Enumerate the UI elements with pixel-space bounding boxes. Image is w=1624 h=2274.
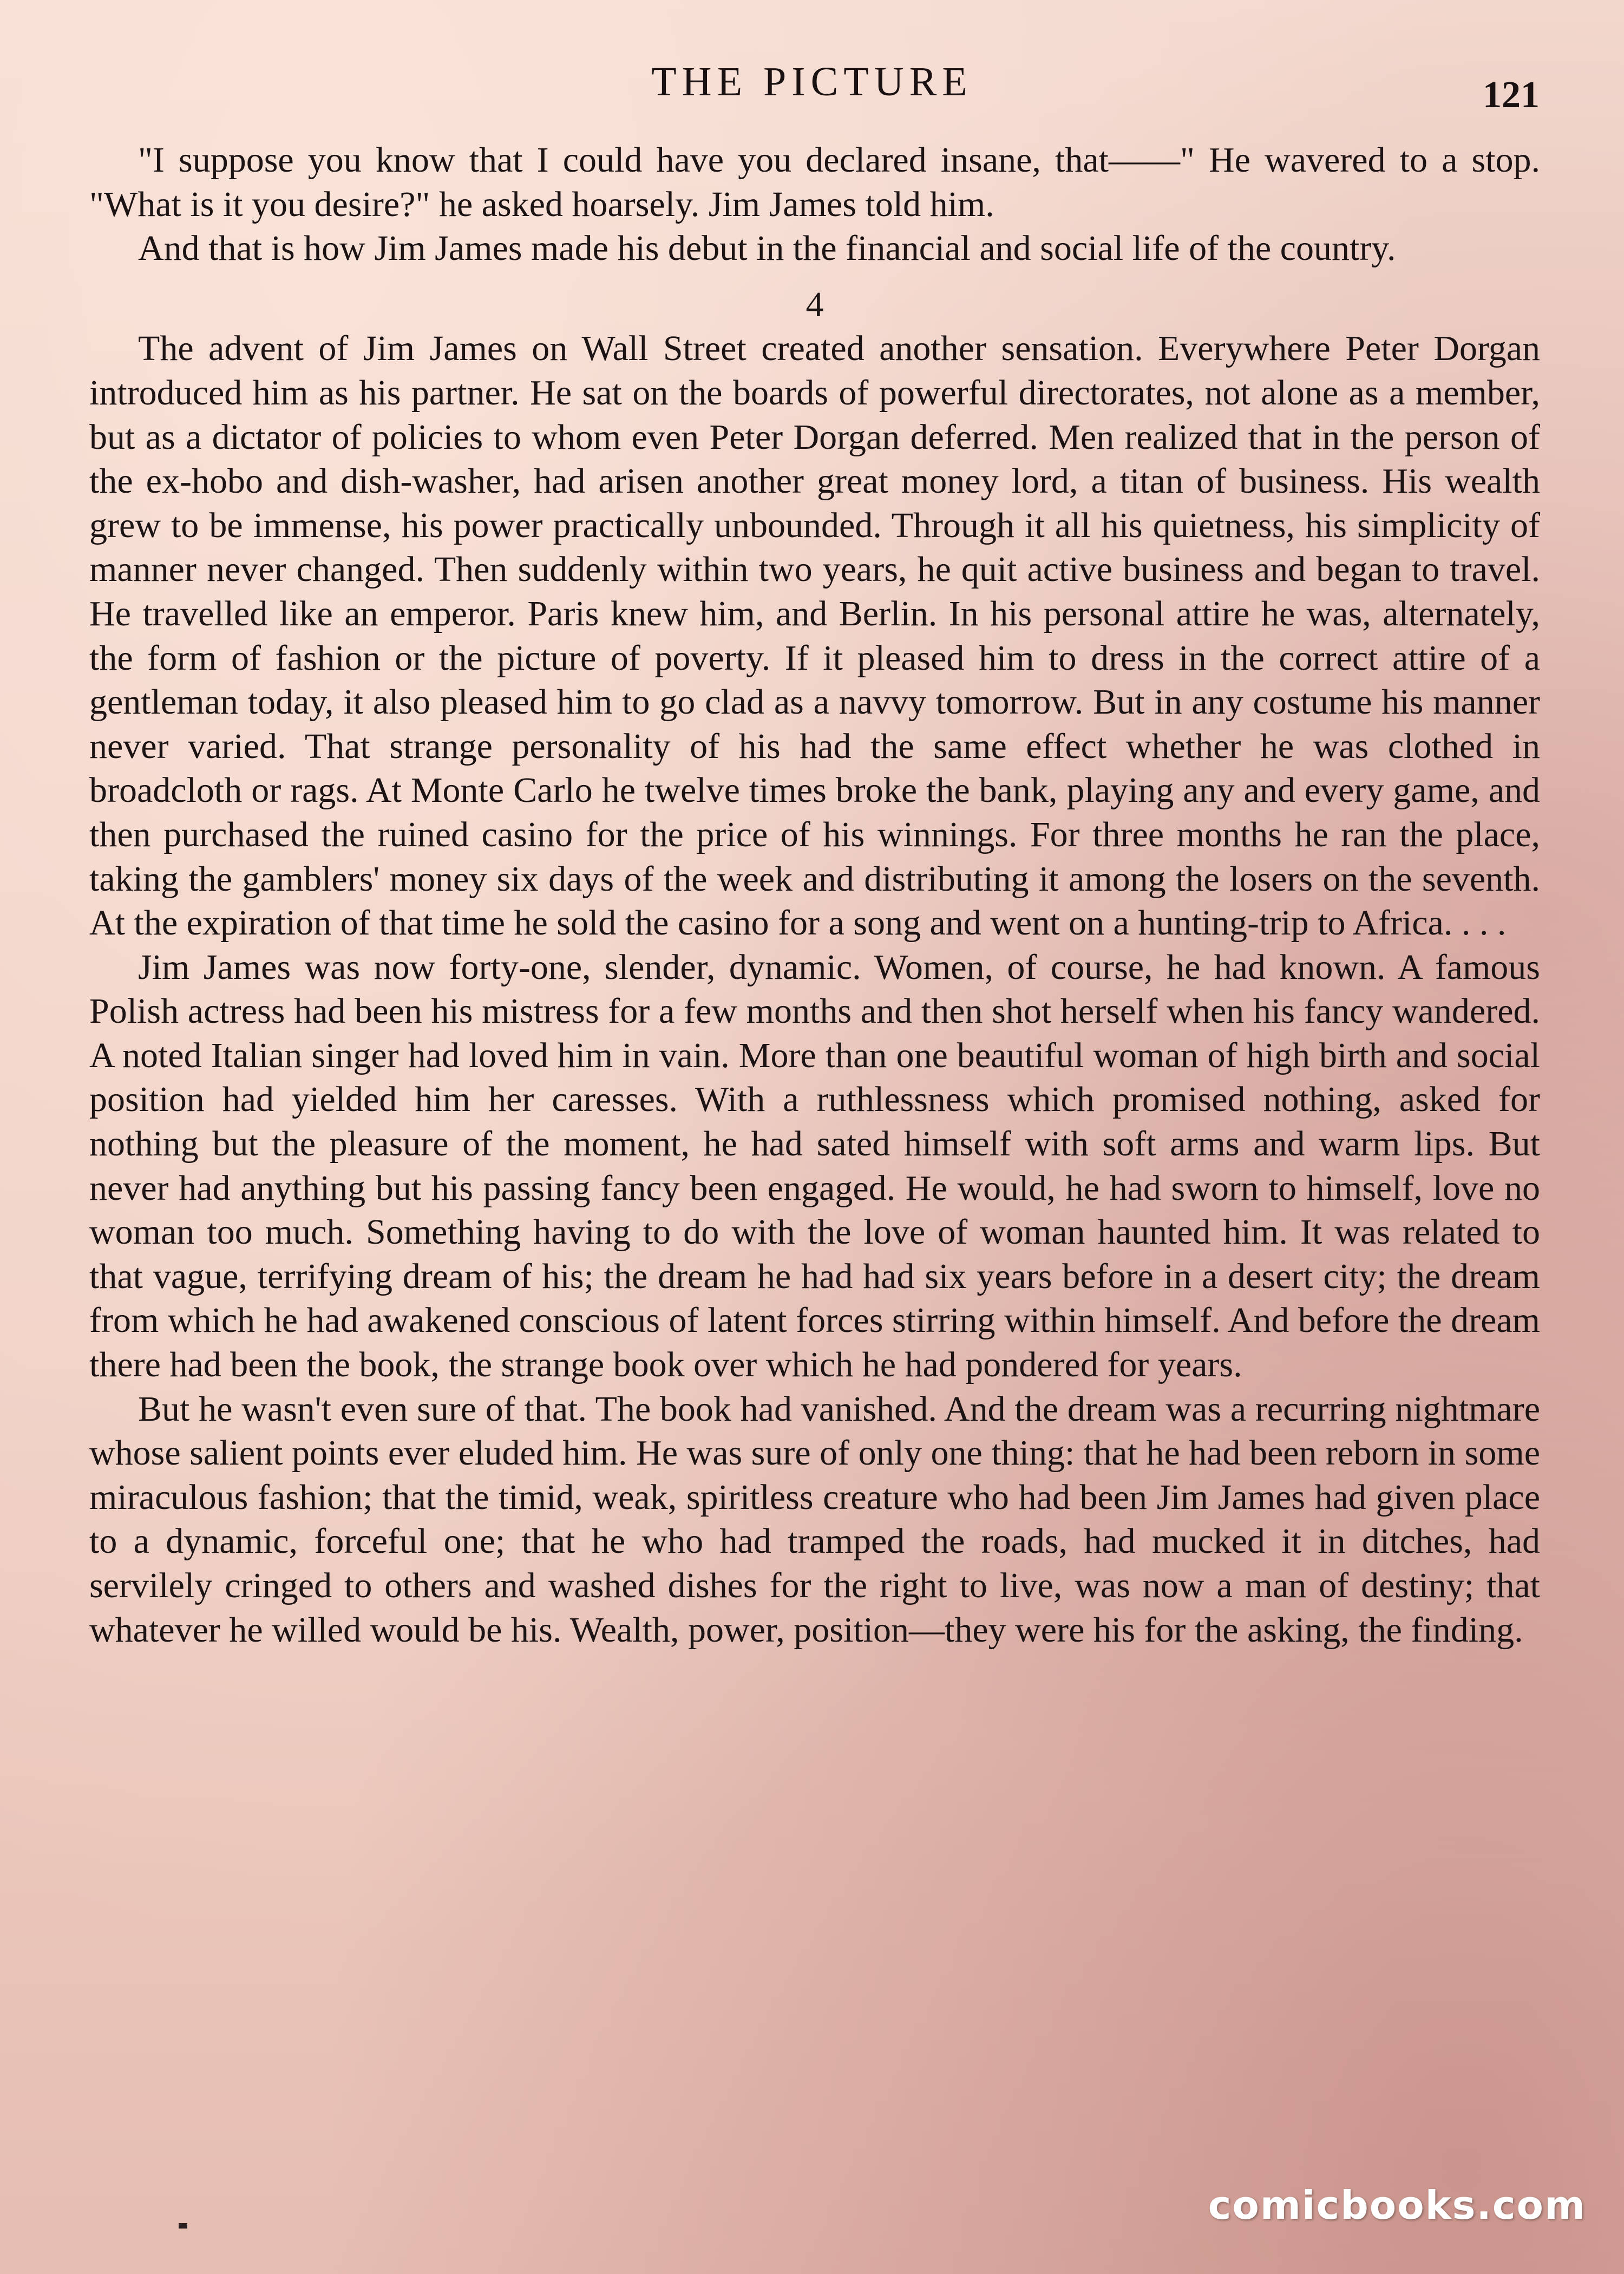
paragraph: "I suppose you know that I could have you declared insane, that——" He wavered to a stop. "What is it you desire?" he asked hoarsely. Jim James told him. (89, 140, 1540, 224)
printer-mark (179, 2223, 187, 2229)
watermark: comicbooks.com (1208, 2182, 1586, 2228)
running-head: THE PICTURE (651, 59, 973, 104)
paragraph: And that is how Jim James made his debut in the financial and social life of the country. (138, 228, 1396, 269)
page-number: 121 (1483, 74, 1540, 116)
section-number: 4 (806, 284, 824, 324)
paragraph: Jim James was now forty-one, slender, dynamic. Women, of course, he had known. A famous Polish actress had been his mistress for a few months and then shot herself when his fancy wandered. A noted Italian singer had loved him in vain. More than one beautiful woman of high birth and social position had yielded him her caresses. With a ruthlessness which promised nothing, asked for nothing but the pleasure of the moment, he had sated himself with soft arms and warm lips. But never had anything but his passing fancy been engaged. He would, he had sworn to himself, love no woman too much. Something having to do with the love of woman haunted him. It was related to that vague, terrifying dream of his; the dream he had had six years before in a desert city; the dream from which he had awakened conscious of latent forces stirring within himself. And before the dream there had been the book, the strange book over which he had pondered for years. (89, 947, 1540, 1385)
paragraph: The advent of Jim James on Wall Street created another sensation. Everywhere Peter Dorgan introduced him as his partner. He sat on the boards of powerful directorates, not alone as a member, but as a dictator of policies to whom even Peter Dorgan deferred. Men realized that in the person of the ex-hobo and dish-washer, had arisen another great money lord, a titan of business. His wealth grew to be immense, his power practically unbounded. Through it all his quietness, his simplicity of manner never changed. Then suddenly within two years, he quit active business and began to travel. He travelled like an emperor. Paris knew him, and Berlin. In his personal attire he was, alternately, the form of fashion or the picture of poverty. If it pleased him to dress in the correct attire of a gentleman today, it also pleased him to go clad as a navvy tomorrow. But in any costume his manner never varied. That strange personality of his had the same effect whether he was clothed in broadcloth or rags. At Monte Carlo he twelve times broke the bank, playing any and every game, and then purchased the ruined casino for the price of his winnings. For three months he ran the place, taking the gamblers' money six days of the week and distributing it among the losers on the seventh. At the expiration of that time he sold the casino for a song and went on a hunting-trip to Africa. . . . (89, 329, 1540, 943)
body-text (89, 138, 1540, 1652)
paragraph: But he wasn't even sure of that. The book had vanished. And the dream was a recurring nightmare whose salient points ever eluded him. He was sure of only one thing: that he had been reborn in some miraculous fashion; that the timid, weak, spiritless creature who had been Jim James had given place to a dynamic, forceful one; that he who had tramped the roads, had mucked it in ditches, had servilely cringed to others and washed dishes for the right to live, was now a man of destiny; that whatever he willed would be his. Wealth, power, position—they were his for the asking, the finding. (89, 1389, 1540, 1650)
